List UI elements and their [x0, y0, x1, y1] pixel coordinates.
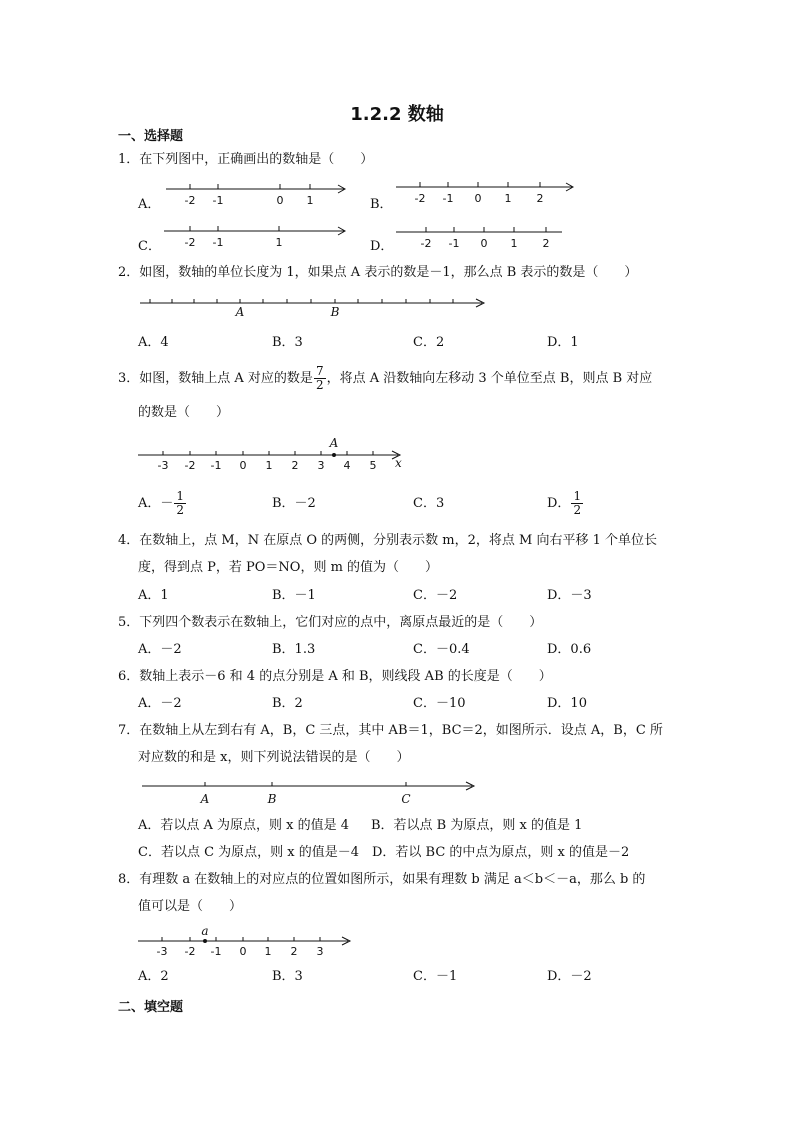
q3-option-a-denominator: 2: [176, 503, 185, 517]
q2-point-b-label: B: [330, 305, 340, 319]
q4-option: A．1: [138, 588, 169, 603]
q3-point-a-dot: [332, 453, 336, 457]
q2-option: B．3: [272, 335, 303, 350]
q3-option-d: [547, 488, 584, 520]
q3-option-c: C．3: [413, 496, 445, 511]
q8-point-a-label: a: [201, 924, 209, 938]
q6-option: C．－10: [413, 696, 466, 711]
q8-tick-label: -3: [156, 945, 168, 958]
question-7-stem-line2: 对应数的和是 x，则下列说法错误的是（ ）: [138, 750, 410, 765]
q1-a-tick-label: 1: [306, 194, 314, 207]
q3-fraction: [314, 365, 326, 392]
q8-point-a-dot: [203, 939, 207, 943]
q3-option-a: [138, 488, 187, 520]
q3-tick-label: -3: [157, 459, 169, 472]
q4-option: D．－3: [547, 588, 592, 603]
q3-tick-label: 1: [265, 459, 273, 472]
q1-d-tick-label: 1: [510, 237, 518, 250]
q1-d-tick-label: 0: [480, 237, 488, 250]
q1-b-tick-label: 2: [536, 192, 544, 205]
question-5-stem: 5．下列四个数表示在数轴上，它们对应的点中，离原点最近的是（ ）: [118, 615, 543, 630]
q3-stem-part: 3．如图，数轴上点 A 对应的数是: [118, 371, 313, 386]
q1-b-tick-label: 0: [474, 192, 482, 205]
q1-axis-a: [166, 184, 345, 193]
q1-c-tick-label: -1: [212, 236, 224, 249]
question-1-stem: 1．在下列图中，正确画出的数轴是（ ）: [118, 152, 374, 167]
q1-d-tick-label: -1: [448, 237, 460, 250]
q4-option: B．－1: [272, 588, 316, 603]
q7-point-label: B: [267, 792, 277, 806]
q3-axis-x-label: x: [395, 456, 402, 470]
q7-option-b: B．若以点 B 为原点，则 x 的值是 1: [371, 818, 583, 833]
q6-option: B．2: [272, 696, 303, 711]
q8-option: B．3: [272, 969, 303, 984]
q3-option-a-fraction: [174, 490, 186, 517]
q3-point-a-label: A: [329, 436, 339, 450]
q8-number-line: [138, 937, 350, 945]
q3-tick-label: 4: [343, 459, 351, 472]
question-8-stem-line1: 8．有理数 a 在数轴上的对应点的位置如图所示，如果有理数 b 满足 a＜b＜－a，那么 b 的: [118, 872, 646, 887]
q7-option-c: C．若以点 C 为原点，则 x 的值是－4: [138, 845, 360, 860]
q7-option-a: A．若以点 A 为原点，则 x 的值是 4: [138, 818, 350, 833]
q1-axis-d: [396, 227, 562, 232]
q6-option: D．10: [547, 696, 587, 711]
section-heading-fill-blank: 二、填空题: [118, 1000, 184, 1015]
page-title: 1.2.2 数轴: [350, 104, 444, 125]
question-2-stem: 2．如图，数轴的单位长度为 1，如果点 A 表示的数是－1，那么点 B 表示的数是（ ）: [118, 265, 638, 280]
q5-option: B．1.3: [272, 642, 316, 657]
q1-option-a-label: A．: [138, 197, 161, 212]
q2-point-a-label: A: [235, 305, 245, 319]
q3-tick-label: -2: [184, 459, 196, 472]
q3-stem-part: ，将点 A 沿数轴向左移动 3 个单位至点 B，则点 B 对应: [326, 371, 653, 386]
q3-tick-label: 3: [317, 459, 325, 472]
q8-tick-label: 3: [316, 945, 324, 958]
q8-tick-label: -2: [184, 945, 196, 958]
section-heading-choice: 一、选择题: [118, 129, 184, 144]
q3-option-d-prefix: D．: [547, 496, 571, 511]
question-7-stem-line1: 7．在数轴上从左到右有 A，B，C 三点，其中 AB＝1，BC＝2，如图所示．设点 A，B，C 所: [118, 723, 663, 738]
q8-tick-label: 2: [290, 945, 298, 958]
q8-option: A．2: [138, 969, 169, 984]
q5-option: D．0.6: [547, 642, 592, 657]
q1-a-tick-label: -2: [184, 194, 196, 207]
q1-a-tick-label: 0: [276, 194, 284, 207]
q1-axis-b: [396, 182, 573, 191]
q2-number-line: [140, 299, 484, 307]
q3-option-b: B．－2: [272, 496, 316, 511]
q5-option: C．－0.4: [413, 642, 470, 657]
question-3-stem-line2: 的数是（ ）: [138, 405, 230, 420]
q3-option-d-fraction: [571, 490, 583, 517]
q6-option: A．－2: [138, 696, 182, 711]
question-3-stem-line1: [118, 363, 652, 395]
q1-b-tick-label: 1: [504, 192, 512, 205]
q1-a-tick-label: -1: [212, 194, 224, 207]
q3-tick-label: 5: [369, 459, 377, 472]
q3-option-a-prefix: A．－: [138, 496, 174, 511]
q3-tick-label: 2: [291, 459, 299, 472]
q3-option-a-numerator: 1: [176, 489, 185, 503]
q1-b-tick-label: -2: [414, 192, 426, 205]
q1-b-tick-label: -1: [442, 192, 454, 205]
q5-option: A．－2: [138, 642, 182, 657]
q8-tick-label: 0: [239, 945, 247, 958]
q2-option: A．4: [138, 335, 169, 350]
q2-option: D．1: [547, 335, 579, 350]
q1-option-d-label: D．: [370, 239, 394, 254]
q3-tick-label: -1: [210, 459, 222, 472]
q3-option-d-numerator: 1: [573, 489, 582, 503]
q1-c-tick-label: 1: [275, 236, 283, 249]
q1-d-tick-label: -2: [420, 237, 432, 250]
q3-number-line: [138, 451, 400, 459]
q8-option: D．－2: [547, 969, 592, 984]
question-6-stem: 6．数轴上表示－6 和 4 的点分别是 A 和 B，则线段 AB 的长度是（ ）: [118, 669, 552, 684]
q1-d-tick-label: 2: [542, 237, 550, 250]
q1-c-tick-label: -2: [184, 236, 196, 249]
q7-number-line: [142, 782, 474, 790]
q3-fraction-numerator: 7: [315, 364, 324, 378]
q7-option-d: D．若以 BC 的中点为原点，则 x 的值是－2: [372, 845, 630, 860]
q7-point-label: C: [401, 792, 411, 806]
question-4-stem-line1: 4．在数轴上，点 M，N 在原点 O 的两侧，分别表示数 m，2，将点 M 向右平移 1 个单位长: [118, 533, 657, 548]
q1-option-b-label: B．: [370, 197, 393, 212]
q4-option: C．－2: [413, 588, 458, 603]
q8-tick-label: 1: [264, 945, 272, 958]
q3-tick-label: 0: [239, 459, 247, 472]
question-4-stem-line2: 度，得到点 P，若 PO＝NO，则 m 的值为（ ）: [138, 560, 439, 575]
q8-option: C．－1: [413, 969, 458, 984]
question-8-stem-line2: 值可以是（ ）: [138, 899, 243, 914]
q8-tick-label: -1: [210, 945, 222, 958]
q1-axis-c: [164, 226, 345, 235]
q2-option: C．2: [413, 335, 445, 350]
q3-option-d-denominator: 2: [573, 503, 582, 517]
q3-fraction-denominator: 2: [315, 378, 324, 392]
q1-option-c-label: C．: [138, 239, 161, 254]
q7-point-label: A: [200, 792, 210, 806]
